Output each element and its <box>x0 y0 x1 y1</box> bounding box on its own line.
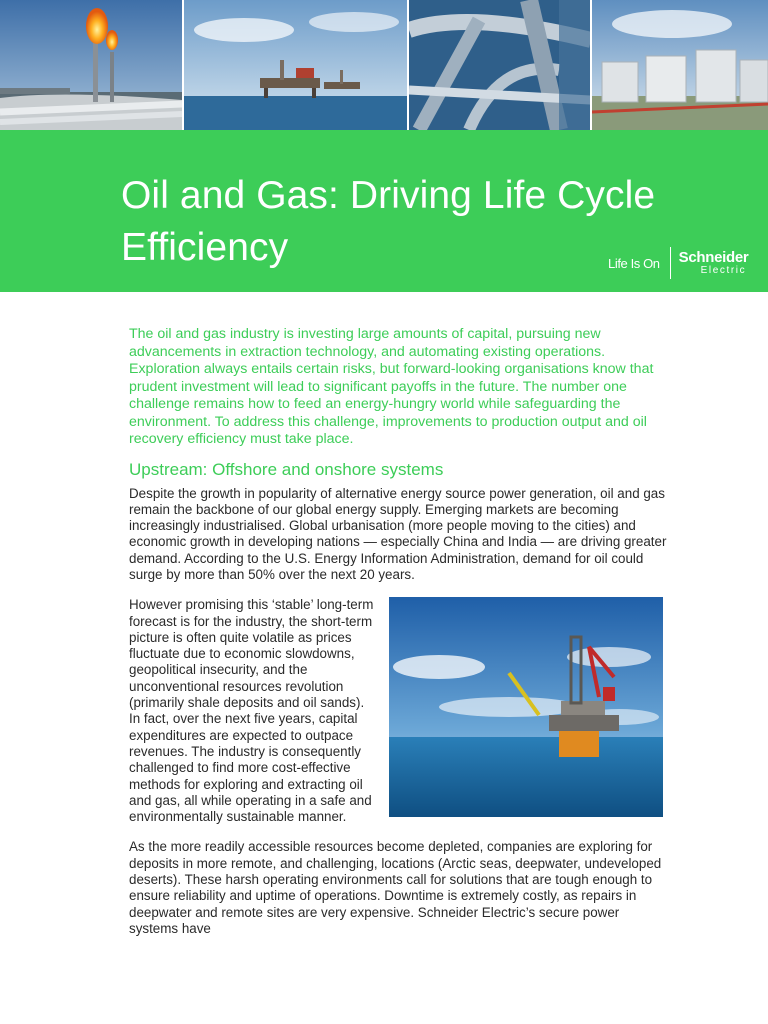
storage-tanks-photo <box>592 0 768 130</box>
brand-name-bottom: Electric <box>700 265 747 276</box>
brand-lockup <box>608 246 748 280</box>
section-heading: Upstream: Offshore and onshore systems <box>129 459 444 479</box>
intro-paragraph: The oil and gas industry is investing large amounts of capital, pursuing new advancements in extraction technology, and automating existing operations. Exploration always entails certain risks, but forward-looking organisations know that prudent investment will lead to significant payoffs in the future. The number one challenge remains how to feed an energy-hungry world while safeguarding the environment. To address this challenge, improvements to production output and oil recovery efficiency must take place. <box>129 326 654 447</box>
body-paragraph-3: As the more readily accessible resources become depleted, companies are exploring for deposits in more remote, and challenging, locations (Arctic seas, deepwater, undeveloped deserts). These harsh operating environments call for solutions that are tough enough to ensure reliability and uptime of operations. Downtime is extremely costly, as repairs in deepwater and remote sites are very expensive. Schneider Electric’s secure power systems have <box>129 839 662 936</box>
body-paragraph-1: Despite the growth in popularity of alternative energy source power generation, oil and gas remain the backbone of our global energy supply. Emerging markets are becoming increasingly industrialised. Global urbanisation (more people moving to the cities) and economic growth in developing nations — especially China and India — are driving greater demand. According to the U.S. Energy Information Administration, demand for oil could surge by more than 50% over the next 20 years. <box>129 485 667 582</box>
gas-flare-photo <box>0 0 182 130</box>
article-body <box>129 326 669 951</box>
schneider-electric-logo <box>679 250 749 276</box>
body-paragraph-2 <box>129 597 669 825</box>
refinery-pipes-photo <box>409 0 591 130</box>
header-photo-strip <box>0 0 768 130</box>
offshore-rig-illustration <box>389 597 663 817</box>
page-title: Oil and Gas: Driving Life Cycle Efficiency <box>121 174 656 269</box>
life-is-on-tagline: Life Is On <box>608 255 660 271</box>
brand-divider <box>670 247 671 279</box>
body-paragraph-2-text: However promising this ‘stable’ long-term forecast is for the industry, the short-term picture is often quite volatile as prices fluctuate due to economic slowdowns, geopolitical insecurity, and the unconventional resources revolution (primarily shale deposits and oil sands). In fact, over the next five years, capital expenditures are expected to outpace revenues. The industry is consequently challenged to find more cost-effective methods for exploring and extracting oil and gas, all while operating in a safe and environmentally sustainable manner. <box>129 597 374 825</box>
offshore-platform-photo <box>184 0 407 130</box>
brand-name-top: Schneider <box>678 249 749 266</box>
title-banner <box>0 130 768 292</box>
